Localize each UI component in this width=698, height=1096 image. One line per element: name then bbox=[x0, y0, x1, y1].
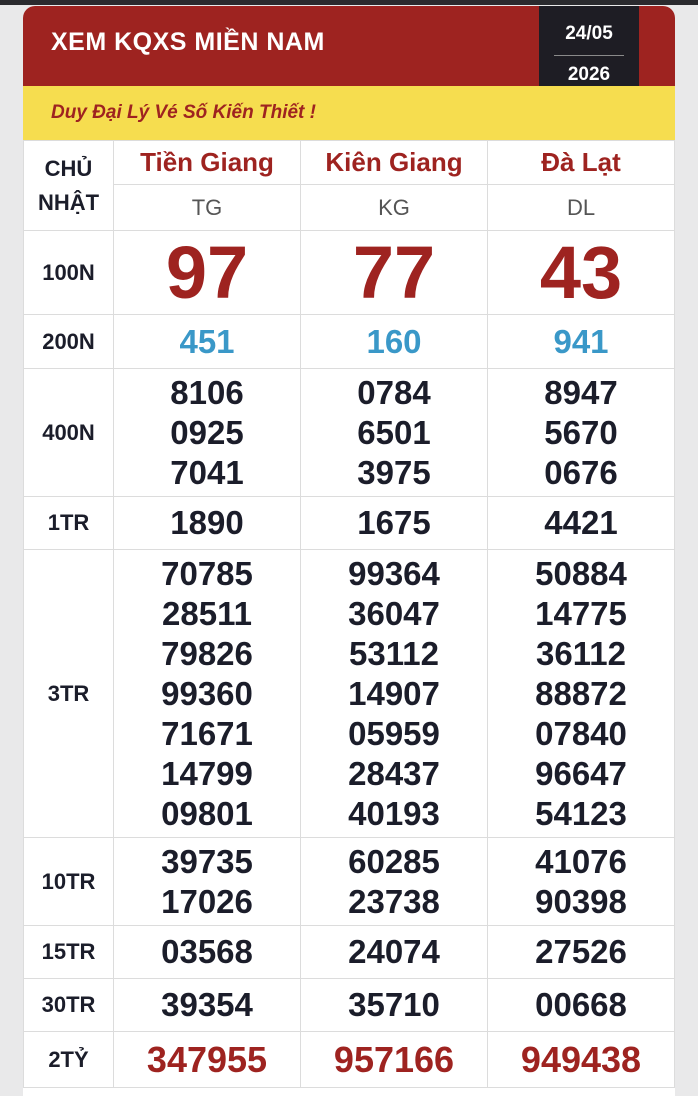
prize-cell bbox=[114, 926, 301, 979]
prize-label-cell bbox=[24, 315, 114, 369]
day-line-1: CHỦ bbox=[44, 155, 93, 181]
prize-number: 03568 bbox=[161, 933, 253, 970]
prize-cell bbox=[301, 550, 488, 838]
prize-number: 6501 bbox=[357, 413, 431, 451]
date-year: 2026 bbox=[567, 64, 611, 85]
prize-cell bbox=[114, 979, 301, 1032]
jackpot-number: 957166 bbox=[333, 1038, 455, 1080]
prize-number: 79826 bbox=[161, 634, 253, 672]
province-code-cell bbox=[114, 185, 301, 231]
prize-label: 400N bbox=[42, 419, 95, 445]
prize-label-cell bbox=[24, 231, 114, 315]
prize-number: 28437 bbox=[348, 754, 440, 792]
prize-label: 10TR bbox=[41, 868, 96, 894]
prize-number: 00668 bbox=[535, 986, 627, 1023]
prize-number: 17026 bbox=[161, 882, 253, 920]
prize-cell bbox=[488, 315, 675, 369]
prize-label: 30TR bbox=[41, 992, 96, 1017]
prize-label: 1TR bbox=[47, 510, 90, 535]
prize-cell bbox=[301, 369, 488, 497]
prize-label: 100N bbox=[42, 259, 95, 285]
prize-cell bbox=[488, 231, 675, 315]
prize-cell bbox=[488, 979, 675, 1032]
subtitle-banner bbox=[23, 86, 675, 140]
prize-number: 40193 bbox=[348, 794, 440, 832]
prize-number: 41076 bbox=[535, 842, 627, 880]
prize-cell bbox=[114, 315, 301, 369]
prize-cell bbox=[301, 1032, 488, 1088]
prize-cell bbox=[301, 497, 488, 550]
prize-row-1tr bbox=[24, 497, 675, 550]
province-name-cell bbox=[488, 141, 675, 185]
prize-label-cell bbox=[24, 979, 114, 1032]
prize-number: 23738 bbox=[348, 882, 440, 920]
day-cell bbox=[24, 141, 114, 231]
prize-label: 200N bbox=[42, 328, 95, 354]
prize-number: 97 bbox=[165, 230, 249, 314]
prize-row-10tr bbox=[24, 838, 675, 926]
prize-number: 8947 bbox=[544, 373, 618, 411]
jackpot-number: 949438 bbox=[520, 1038, 642, 1080]
prize-number: 24074 bbox=[348, 933, 440, 970]
province-name-da-lat: Đà Lạt bbox=[541, 147, 621, 177]
prize-number: 43 bbox=[539, 230, 623, 314]
prize-number: 0676 bbox=[544, 453, 618, 491]
prize-number: 53112 bbox=[349, 634, 439, 672]
prize-row-3tr bbox=[24, 550, 675, 838]
prize-label-cell bbox=[24, 369, 114, 497]
prize-label-cell bbox=[24, 926, 114, 979]
prize-cell bbox=[114, 369, 301, 497]
prize-cell bbox=[488, 838, 675, 926]
prize-number: 09801 bbox=[161, 794, 253, 832]
prize-cell bbox=[301, 926, 488, 979]
province-name-cell bbox=[114, 141, 301, 185]
prize-number: 71671 bbox=[161, 714, 253, 752]
province-name-cell bbox=[301, 141, 488, 185]
prize-number: 4421 bbox=[544, 504, 618, 541]
jackpot-number: 347955 bbox=[146, 1038, 268, 1080]
prize-number: 07840 bbox=[535, 714, 627, 752]
prize-number: 36047 bbox=[348, 594, 440, 632]
prize-cell bbox=[488, 1032, 675, 1088]
province-code-tg: TG bbox=[191, 194, 223, 220]
prize-number: 39735 bbox=[161, 842, 253, 880]
prize-cell bbox=[114, 1032, 301, 1088]
date-divider bbox=[554, 55, 624, 56]
prize-number: 50884 bbox=[535, 554, 627, 592]
prize-number: 60285 bbox=[348, 842, 440, 880]
prize-number: 35710 bbox=[348, 986, 440, 1023]
prize-number: 1675 bbox=[357, 504, 431, 541]
prize-number: 0784 bbox=[357, 373, 431, 411]
prize-cell bbox=[488, 550, 675, 838]
prize-cell bbox=[301, 315, 488, 369]
prize-cell bbox=[488, 926, 675, 979]
prize-cell bbox=[488, 369, 675, 497]
prize-number: 7041 bbox=[170, 453, 244, 491]
prize-number: 8106 bbox=[170, 373, 244, 411]
prize-number: 28511 bbox=[162, 594, 252, 632]
prize-number: 54123 bbox=[535, 794, 627, 832]
prize-number: 941 bbox=[553, 322, 609, 360]
prize-row-100n bbox=[24, 231, 675, 315]
prize-cell bbox=[114, 231, 301, 315]
prize-number: 99364 bbox=[348, 554, 440, 592]
prize-number: 99360 bbox=[161, 674, 253, 712]
prize-cell bbox=[114, 550, 301, 838]
prize-number: 160 bbox=[366, 322, 422, 360]
prize-label-cell bbox=[24, 550, 114, 838]
province-code-dl: DL bbox=[566, 194, 596, 220]
page-title: XEM KQXS MIỀN NAM bbox=[51, 28, 325, 56]
province-code-kg: KG bbox=[378, 194, 410, 220]
lottery-results-card bbox=[23, 6, 675, 1096]
prize-number: 39354 bbox=[161, 986, 253, 1023]
prize-cell bbox=[488, 497, 675, 550]
prize-cell bbox=[301, 979, 488, 1032]
prize-cell bbox=[114, 838, 301, 926]
prize-number: 0925 bbox=[170, 413, 244, 451]
prize-number: 14775 bbox=[535, 594, 627, 632]
prize-row-400n bbox=[24, 369, 675, 497]
prize-row-200n bbox=[24, 315, 675, 369]
province-name-kien-giang: Kiên Giang bbox=[325, 147, 463, 177]
prize-cell bbox=[114, 497, 301, 550]
province-name-tien-giang: Tiền Giang bbox=[140, 147, 274, 177]
prize-number: 96647 bbox=[535, 754, 627, 792]
prize-number: 70785 bbox=[161, 554, 253, 592]
prize-label: 2TỶ bbox=[48, 1046, 89, 1072]
prize-number: 451 bbox=[179, 322, 235, 360]
province-code-cell bbox=[301, 185, 488, 231]
day-line-2: NHẬT bbox=[37, 189, 100, 215]
prize-label-cell bbox=[24, 1032, 114, 1088]
prize-cell bbox=[301, 838, 488, 926]
prize-number: 77 bbox=[352, 230, 436, 314]
prize-label: 3TR bbox=[47, 680, 90, 706]
prize-number: 36112 bbox=[536, 634, 626, 672]
prize-number: 27526 bbox=[535, 933, 627, 970]
prize-number: 14907 bbox=[348, 674, 440, 712]
subtitle: Duy Đại Lý Vé Số Kiến Thiết ! bbox=[51, 102, 316, 123]
prize-number: 90398 bbox=[535, 882, 627, 920]
results-table bbox=[23, 140, 675, 1088]
status-strip bbox=[0, 0, 698, 5]
prize-row-30tr bbox=[24, 979, 675, 1032]
prize-number: 5670 bbox=[544, 413, 618, 451]
prize-label-cell bbox=[24, 497, 114, 550]
prize-label-cell bbox=[24, 838, 114, 926]
prize-row-15tr bbox=[24, 926, 675, 979]
prize-number: 88872 bbox=[535, 674, 627, 712]
prize-number: 3975 bbox=[357, 453, 431, 491]
prize-number: 1890 bbox=[170, 504, 244, 541]
prize-label: 15TR bbox=[41, 939, 96, 964]
prize-number: 05959 bbox=[348, 714, 440, 752]
date-day: 24/05 bbox=[565, 23, 613, 44]
province-code-cell bbox=[488, 185, 675, 231]
prize-number: 14799 bbox=[161, 754, 253, 792]
prize-row-2ty bbox=[24, 1032, 675, 1088]
prize-cell bbox=[301, 231, 488, 315]
